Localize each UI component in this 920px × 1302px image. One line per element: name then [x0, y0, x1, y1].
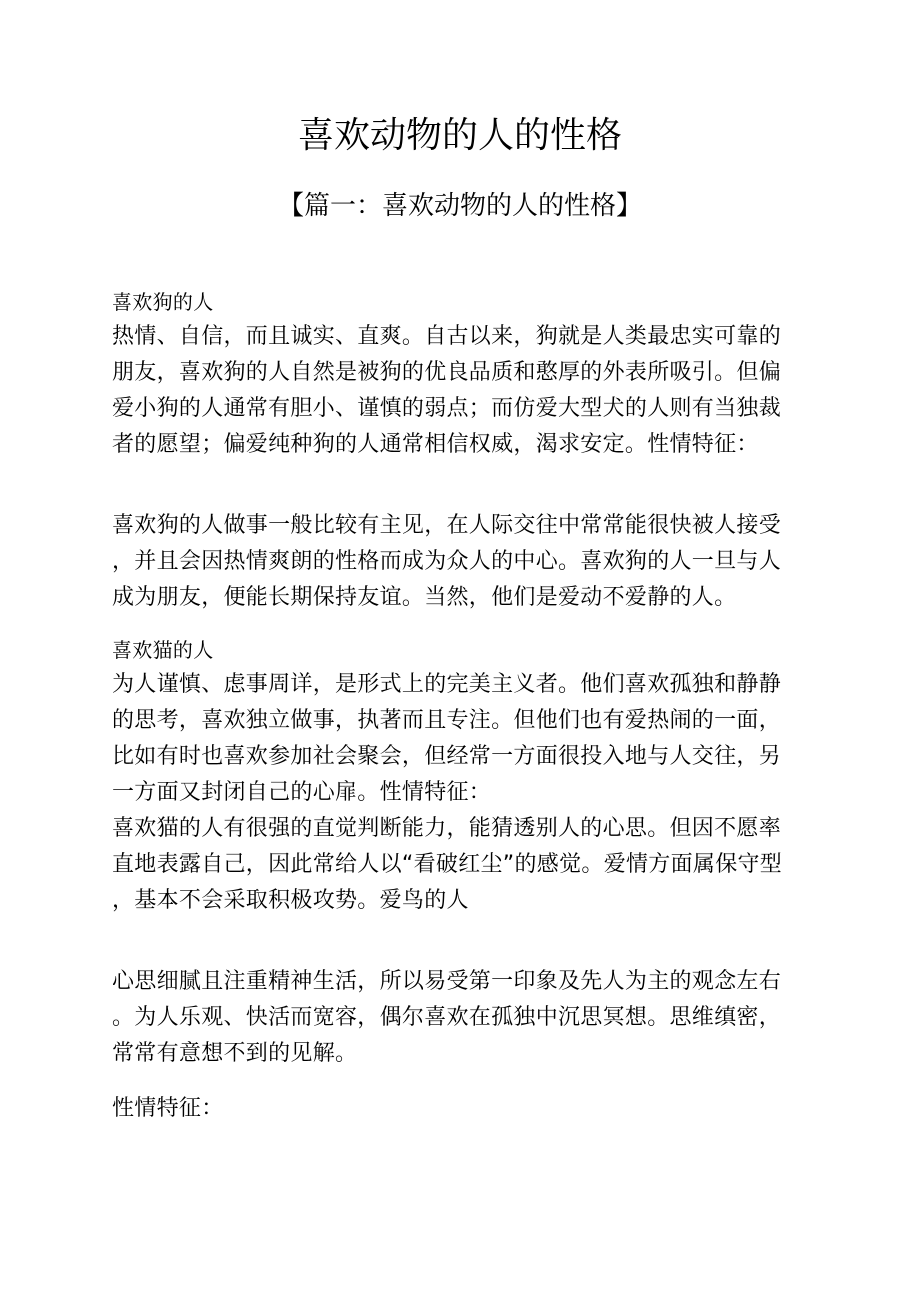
paragraph-line: 常常有意想不到的见解。 — [112, 1041, 358, 1066]
trait-label: 性情特征： — [112, 1096, 224, 1121]
dog-heading: 喜欢狗的人 — [112, 290, 214, 314]
paragraph-line: 的思考，喜欢独立做事，执著而且专注。但他们也有爱热闹的一面， — [112, 708, 782, 733]
paragraph-line: 喜欢猫的人有很强的直觉判断能力，能猜透别人的心思。但因不愿率 — [112, 816, 782, 841]
paragraph-line: 直地表露自己，因此常给人以“看破红尘”的感觉。爱情方面属保守型 — [112, 852, 783, 877]
paragraph-line: 为人谨慎、虑事周详，是形式上的完美主义者。他们喜欢孤独和静静 — [112, 672, 782, 697]
document-title: 喜欢动物的人的性格 — [297, 115, 622, 156]
paragraph-line: 热情、自信，而且诚实、直爽。自古以来，狗就是人类最忠实可靠的 — [112, 324, 782, 349]
paragraph-line: 爱小狗的人通常有胆小、谨慎的弱点；而仿爱大型犬的人则有当独裁 — [112, 396, 782, 421]
paragraph-line: 一方面又封闭自己的心扉。性情特征： — [112, 780, 492, 805]
paragraph-line: 朋友，喜欢狗的人自然是被狗的优良品质和憨厚的外表所吸引。但偏 — [112, 360, 782, 385]
paragraph-line: ，基本不会采取积极攻势。爱鸟的人 — [112, 888, 469, 913]
cat-heading: 喜欢猫的人 — [112, 638, 214, 662]
paragraph-line: 成为朋友，便能长期保持友谊。当然，他们是爱动不爱静的人。 — [112, 585, 737, 610]
paragraph-line: 喜欢狗的人做事一般比较有主见，在人际交往中常常能很快被人接受 — [112, 513, 782, 538]
paragraph-line: 比如有时也喜欢参加社会聚会，但经常一方面很投入地与人交往，另 — [112, 744, 782, 769]
paragraph-line: ，并且会因热情爽朗的性格而成为众人的中心。喜欢狗的人一旦与人 — [112, 549, 782, 574]
paragraph-line: 者的愿望；偏爱纯种狗的人通常相信权威，渴求安定。性情特征： — [112, 432, 759, 457]
paragraph-line: 。为人乐观、快活而宽容，偶尔喜欢在孤独中沉思冥想。思维缜密， — [112, 1005, 782, 1030]
section-subtitle: 【篇一：喜欢动物的人的性格】 — [277, 191, 642, 221]
paragraph-line: 心思细腻且注重精神生活，所以易受第一印象及先人为主的观念左右 — [112, 969, 782, 994]
